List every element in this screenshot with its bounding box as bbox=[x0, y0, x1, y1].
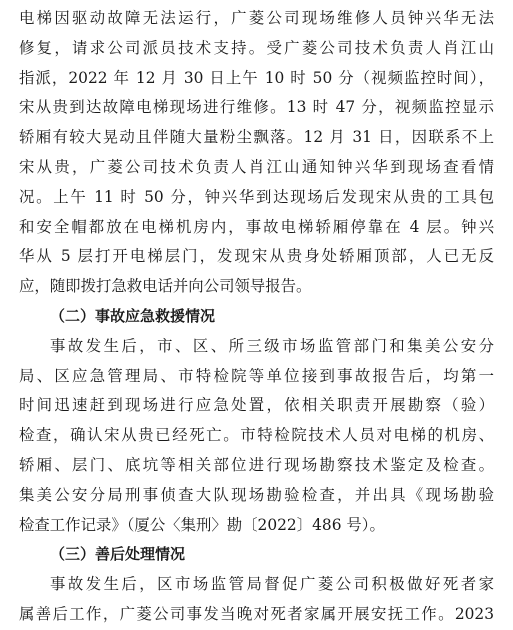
paragraph-line: 检查工作记录》（厦公〈集刑〉勘〔2022〕486 号）。 bbox=[19, 515, 385, 534]
paragraph-line: 电梯因驱动故障无法运行，广菱公司现场维修人员钟兴华无法 bbox=[19, 9, 494, 27]
paragraph-line: 集美公安分局刑事侦查大队现场勘验检查，并出具《现场勘验 bbox=[19, 485, 494, 504]
paragraph-line: 和安全帽都放在电梯机房内，事故电梯轿厢停靠在 4 层。钟兴 bbox=[19, 217, 494, 236]
paragraph-line: 属善后工作，广菱公司事发当晚对死者家属开展安抚工作。2023 bbox=[19, 604, 494, 623]
paragraph-line: 事故发生后，市、区、所三级市场监管部门和集美公安分 bbox=[50, 336, 494, 355]
paragraph-line: 宋从贵到达故障电梯现场进行维修。13 时 47 分，视频监控显示 bbox=[19, 98, 494, 117]
paragraph-line: 轿厢、层门、底坑等相关部位进行现场勘察技术鉴定及检查。 bbox=[19, 455, 494, 474]
section-heading-emergency-rescue: （二）事故应急救援情况 bbox=[50, 306, 216, 325]
paragraph-line: 事故发生后，区市场监管局督促广菱公司积极做好死者家 bbox=[50, 575, 494, 594]
paragraph-line: 修复，请求公司派员技术支持。受广菱公司技术负责人肖江山 bbox=[19, 38, 494, 57]
paragraph-line: 宋从贵，广菱公司技术负责人肖江山通知钟兴华到现场查看情 bbox=[19, 157, 494, 176]
paragraph-line: 况。上午 11 时 50 分，钟兴华到达现场后发现宋从贵的工具包 bbox=[19, 187, 494, 206]
paragraph-line: 局、区应急管理局、市特检院等单位接到事故报告后，均第一 bbox=[19, 366, 494, 385]
paragraph-line: 华从 5 层打开电梯层门，发现宋从贵身处轿厢顶部，人已无反 bbox=[19, 247, 494, 266]
section-heading-aftermath: （三）善后处理情况 bbox=[50, 545, 186, 564]
paragraph-line: 轿厢有较大晃动且伴随大量粉尘飘落。12 月 31 日，因联系不上 bbox=[19, 128, 494, 147]
paragraph-line: 指派，2022 年 12 月 30 日上午 10 时 50 分（视频监控时间）， bbox=[19, 68, 494, 87]
paragraph-line: 应，随即拨打急救电话并向公司领导报告。 bbox=[19, 277, 312, 296]
paragraph-line: 检查，确认宋从贵已经死亡。市特检院技术人员对电梯的机房、 bbox=[19, 426, 494, 445]
paragraph-line: 时间迅速赶到现场进行应急处置，依相关职责开展勘察（验） bbox=[19, 396, 494, 415]
